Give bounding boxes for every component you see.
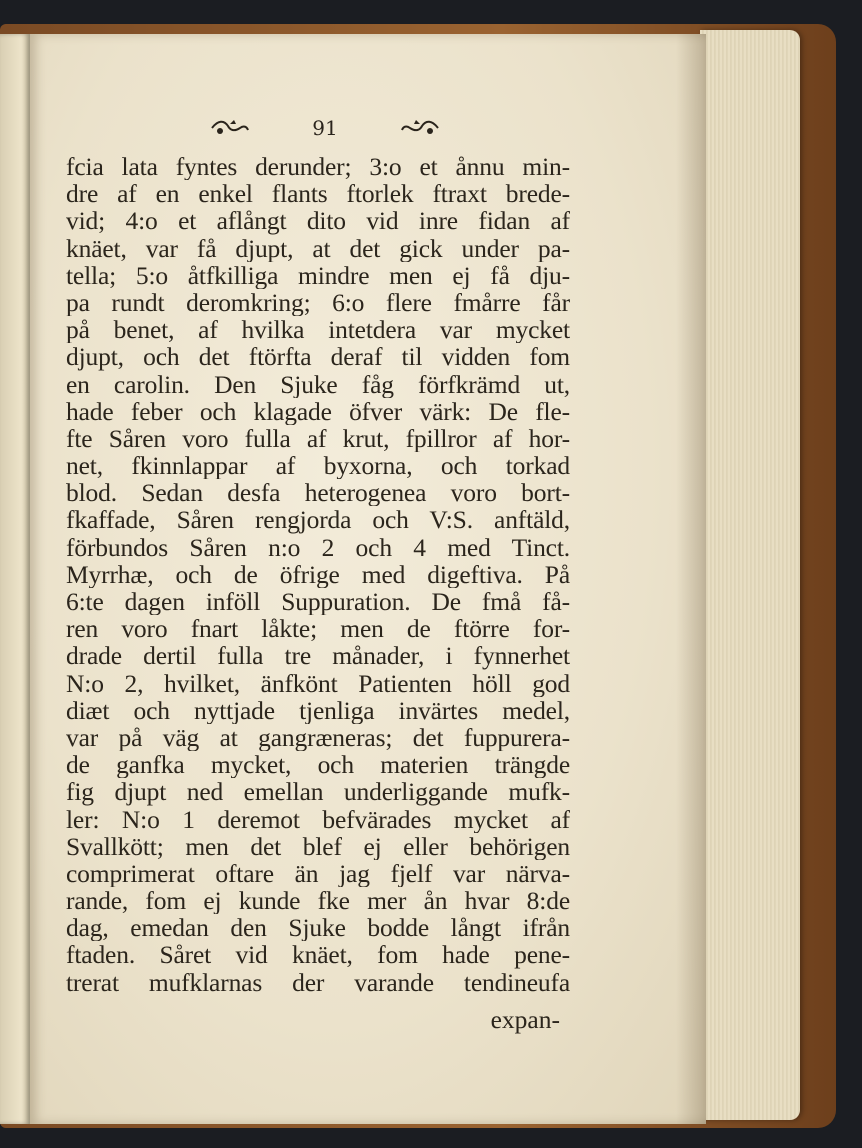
text-line: dag, emedan den Sjuke bodde långt ifrån	[66, 914, 570, 942]
text-line: dre af en enkel flants ftorlek ftraxt brede-	[66, 180, 570, 208]
page-block-edges	[700, 30, 800, 1120]
text-line: N:o 2, hvilket, änfkönt Patienten höll god	[66, 669, 570, 697]
text-line: Myrrhæ, och de öfrige med digeftiva. På	[66, 560, 570, 588]
gutter-shadow	[676, 34, 706, 1124]
catchword: expan-	[490, 1005, 560, 1034]
text-line: blod. Sedan desfa heterogenea voro bort-	[66, 479, 570, 507]
text-line: tella; 5:o åtfkilliga mindre men ej få dju-	[66, 261, 570, 289]
previous-page-edge	[0, 34, 30, 1124]
body-text	[66, 153, 570, 996]
text-line: hade feber och klagade öfver värk: De fle-	[66, 397, 570, 425]
text-line: 6:te dagen inföll Suppuration. De fmå få-	[66, 588, 570, 616]
text-line: pa rundt deromkring; 6:o flere fmårre får	[66, 288, 570, 317]
text-line: comprimerat oftare än jag fjelf var närva-	[66, 859, 570, 888]
text-line: förbundos Såren n:o 2 och 4 med Tinct.	[66, 533, 570, 561]
text-line: en carolin. Den Sjuke fåg förfkrämd ut,	[66, 370, 570, 398]
text-line: fte Såren voro fulla af krut, fpillror af hor-	[66, 424, 570, 453]
text-line: var på väg at gangræneras; det fuppurera-	[66, 723, 570, 752]
text-line: fcia lata fyntes derunder; 3:o et ånnu min-	[66, 153, 570, 181]
text-line: fig djupt ned emellan underliggande mufk-	[66, 778, 570, 806]
text-line: ren voro fnart låkte; men de ftörre for-	[66, 615, 570, 643]
text-line: diæt och nyttjade tjenliga invärtes medel,	[66, 696, 570, 724]
text-line: vid; 4:o et aflångt dito vid inre fidan af	[66, 207, 570, 235]
text-line: djupt, och det ftörfta deraf til vidden fom	[66, 343, 570, 371]
right-fleuron-icon	[400, 118, 440, 138]
text-line: knäet, var få djupt, at det gick under pa-	[66, 234, 570, 262]
text-line: ler: N:o 1 deremot befvärades mycket af	[66, 805, 570, 833]
text-line: Svallkött; men det blef ej eller behörigen	[66, 832, 570, 860]
text-line: de ganfka mycket, och materien trängde	[66, 751, 570, 779]
page-number: 91	[312, 116, 338, 140]
text-line: rande, fom ej kunde fke mer ån hvar 8:de	[66, 887, 570, 915]
text-line: trerat mufklarnas der varande tendineufa	[66, 968, 570, 996]
left-fleuron-icon	[210, 118, 250, 138]
text-line: net, fkinnlappar af byxorna, och torkad	[66, 452, 570, 480]
text-line: på benet, af hvilka intetdera var mycket	[66, 316, 570, 344]
text-line: drade dertil fulla tre månader, i fynnerhet	[66, 642, 570, 670]
text-line: fkaffade, Såren rengjorda och V:S. anftäld,	[66, 506, 570, 534]
page-header	[210, 110, 440, 146]
text-line: ftaden. Såret vid knäet, fom hade pene-	[66, 941, 570, 969]
